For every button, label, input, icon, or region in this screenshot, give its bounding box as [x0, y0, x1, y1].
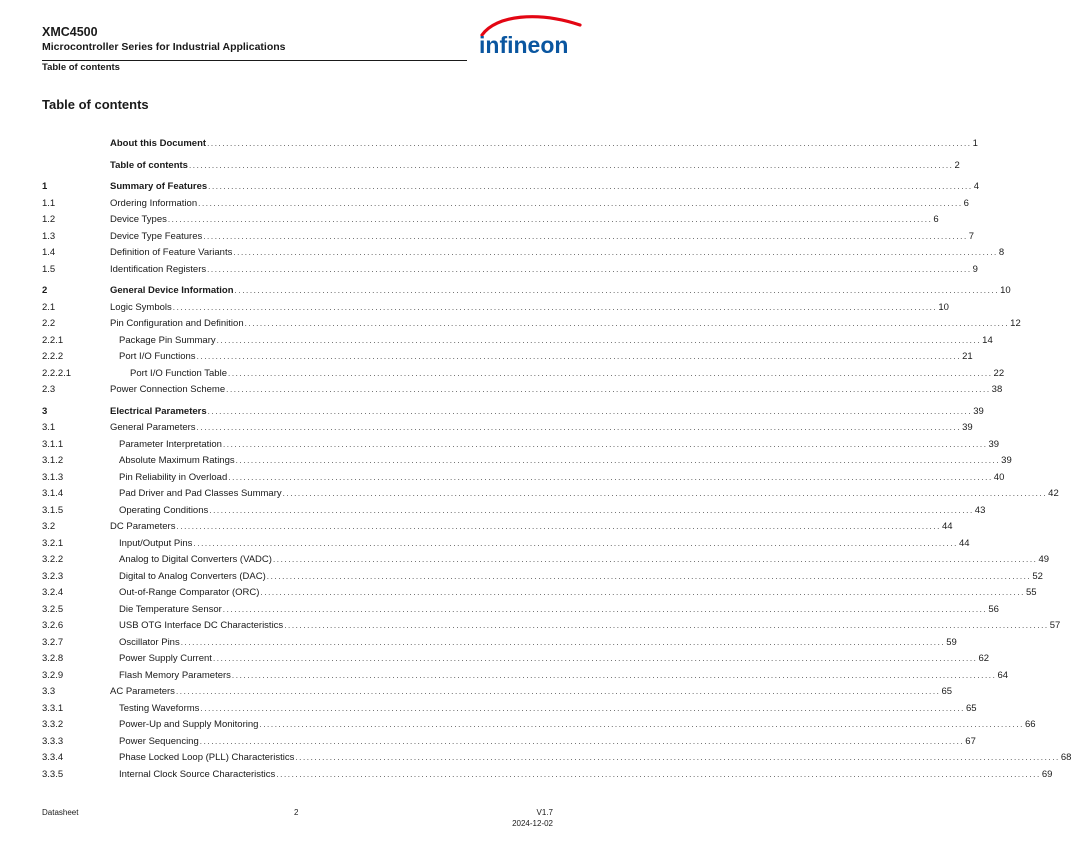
toc-entry[interactable] — [110, 317, 1021, 331]
toc-page-number: 39 — [988, 438, 1000, 450]
toc-title[interactable]: Device Types — [110, 214, 167, 225]
toc-number: 3.1.1 — [42, 438, 64, 450]
toc-row[interactable] — [42, 586, 1037, 600]
toc-title[interactable]: Package Pin Summary — [119, 334, 216, 346]
toc-number: 3.1.5 — [42, 504, 64, 516]
toc-entry[interactable] — [119, 768, 1053, 782]
toc-number: 3.2 — [42, 521, 56, 532]
toc-entry[interactable] — [119, 586, 1037, 600]
toc-row[interactable] — [42, 636, 957, 650]
toc-leader-dots: ........................................................................................................................................................................................................ — [199, 736, 965, 746]
toc-row[interactable] — [42, 537, 970, 551]
footer-version: V1.7 — [536, 808, 553, 817]
toc-title[interactable]: Pin Configuration and Definition — [110, 318, 244, 329]
toc-page-number: 65 — [965, 702, 977, 714]
toc-page-number: 9 — [972, 263, 978, 275]
toc-page-number: 14 — [982, 334, 993, 346]
toc-leader-dots: ........................................................................................................................................................................................................ — [200, 703, 965, 713]
toc-number: 3.2.5 — [42, 603, 64, 615]
toc-leader-dots: ........................................................................................................................................................................................................ — [176, 522, 941, 531]
infineon-logo — [476, 12, 588, 62]
toc-row[interactable] — [42, 702, 977, 716]
toc-number: 1.5 — [42, 263, 56, 275]
toc-title[interactable]: General Device Information — [110, 285, 234, 296]
toc-title[interactable]: Logic Symbols — [110, 301, 172, 313]
toc-leader-dots: ........................................................................................................................................................................................................ — [231, 670, 997, 680]
toc-entry[interactable] — [119, 669, 1009, 683]
toc-entry[interactable] — [110, 230, 975, 244]
toc-row[interactable] — [42, 383, 1003, 397]
toc-page-number: 43 — [974, 504, 986, 516]
toc-number: 3.3.4 — [42, 752, 64, 763]
toc-title[interactable]: Phase Locked Loop (PLL) Characteristics — [119, 752, 295, 763]
toc-leader-dots: ........................................................................................................................................................................................................ — [207, 406, 973, 416]
toc-entry[interactable] — [119, 350, 973, 364]
toc-row[interactable] — [42, 230, 975, 244]
toc-leader-dots: ........................................................................................................................................................................................................ — [216, 335, 982, 345]
toc-entry[interactable] — [119, 570, 1043, 584]
toc-row[interactable] — [42, 570, 1043, 584]
toc-number: 2.2 — [42, 318, 56, 329]
footer-page-number: 2 — [294, 808, 299, 817]
toc-number: 3.3 — [42, 686, 56, 697]
toc-entry[interactable] — [119, 334, 993, 348]
toc-number: 3.1.3 — [42, 471, 64, 483]
toc-row[interactable] — [42, 669, 1009, 683]
toc-row[interactable] — [42, 367, 1005, 381]
toc-leader-dots: ........................................................................................................................................................................................................ — [198, 198, 963, 208]
toc-page-number: 10 — [1000, 285, 1011, 296]
toc-number: 3.3.3 — [42, 735, 64, 747]
toc-row[interactable] — [42, 197, 969, 211]
toc-page-number: 10 — [938, 301, 949, 313]
toc-number: 3.2.8 — [42, 653, 64, 664]
toc-row[interactable] — [42, 652, 990, 666]
toc-page-number: 64 — [997, 669, 1009, 681]
toc-title[interactable]: USB OTG Interface DC Characteristics — [119, 620, 284, 631]
toc-entry[interactable] — [119, 487, 1059, 501]
toc-number: 3.2.1 — [42, 537, 64, 549]
toc-leader-dots: ........................................................................................................................................................................................................ — [188, 160, 954, 170]
toc-page-number: 59 — [946, 636, 957, 648]
toc-entry[interactable] — [110, 246, 1005, 260]
footer-date: 2024-12-02 — [512, 819, 553, 828]
toc-page-number: 52 — [1032, 570, 1043, 582]
toc-leader-dots: ........................................................................................................................................................................................................ — [259, 720, 1024, 729]
toc-row[interactable] — [42, 350, 973, 364]
toc-number: 3 — [42, 405, 48, 417]
toc-row[interactable] — [42, 159, 960, 173]
toc-entry[interactable] — [110, 263, 978, 277]
toc-page-number: 12 — [1010, 318, 1021, 329]
toc-entry[interactable] — [110, 421, 973, 435]
toc-title[interactable]: Absolute Maximum Ratings — [119, 455, 235, 466]
toc-entry[interactable] — [110, 405, 984, 419]
header-section: Table of contents — [42, 62, 120, 73]
toc-number: 1 — [42, 181, 48, 192]
toc-leader-dots: ........................................................................................................................................................................................................ — [226, 385, 991, 394]
toc-page-number: 1 — [972, 138, 978, 149]
doc-subtitle: Microcontroller Series for Industrial Applications — [42, 41, 286, 53]
toc-leader-dots: ........................................................................................................................................................................................................ — [209, 505, 974, 515]
toc-page-number: 39 — [962, 422, 973, 433]
toc-entry[interactable] — [119, 619, 1061, 633]
toc-title[interactable]: Pad Driver and Pad Classes Summary — [119, 488, 282, 499]
toc-leader-dots: ........................................................................................................................................................................................................ — [244, 319, 1010, 328]
toc-number: 2.2.2.1 — [42, 367, 72, 379]
toc-number: 2.3 — [42, 384, 56, 395]
toc-title[interactable]: Internal Clock Source Characteristics — [119, 768, 276, 780]
toc-page-number: 38 — [991, 384, 1003, 395]
toc-number: 3.3.5 — [42, 768, 64, 780]
toc-entry[interactable] — [119, 718, 1036, 732]
toc-row[interactable] — [42, 405, 984, 419]
toc-title[interactable]: Pin Reliability in Overload — [119, 471, 228, 483]
toc-page-number: 39 — [1001, 455, 1012, 466]
toc-heading: Table of contents — [42, 97, 149, 112]
toc-entry[interactable] — [110, 383, 1003, 397]
toc-page-number: 7 — [968, 230, 975, 242]
toc-row[interactable] — [42, 284, 1011, 298]
toc-leader-dots: ........................................................................................................................................................................................................ — [233, 248, 998, 257]
toc-row[interactable] — [42, 603, 999, 617]
toc-page-number: 68 — [1060, 752, 1071, 763]
toc-page-number: 6 — [933, 214, 939, 225]
toc-row[interactable] — [42, 718, 1036, 732]
toc-number: 3.1 — [42, 422, 56, 433]
toc-page-number: 44 — [958, 537, 970, 549]
toc-leader-dots: ........................................................................................................................................................................................................ — [282, 489, 1048, 498]
toc-leader-dots: ........................................................................................................................................................................................................ — [212, 654, 978, 663]
toc-entry[interactable] — [119, 603, 999, 617]
toc-page-number: 67 — [965, 735, 976, 747]
toc-entry[interactable] — [119, 553, 1050, 567]
toc-title[interactable]: Power Supply Current — [119, 653, 212, 664]
toc-page-number: 55 — [1025, 587, 1037, 598]
toc-leader-dots: ........................................................................................................................................................................................................ — [203, 231, 968, 241]
toc-number: 3.2.3 — [42, 570, 64, 582]
toc-title[interactable]: Power Connection Scheme — [110, 384, 226, 395]
toc-row[interactable] — [42, 504, 986, 518]
toc-leader-dots: ........................................................................................................................................................................................................ — [235, 456, 1001, 465]
toc-title[interactable]: Testing Waveforms — [119, 702, 200, 714]
toc-page-number: 8 — [998, 247, 1005, 258]
toc-title[interactable]: DC Parameters — [110, 521, 176, 532]
toc-title[interactable]: General Parameters — [110, 422, 196, 433]
toc-leader-dots: ........................................................................................................................................................................................................ — [196, 352, 962, 361]
toc-leader-dots: ........................................................................................................................................................................................................ — [276, 769, 1041, 779]
toc-row[interactable] — [42, 619, 1061, 633]
toc-number: 1.3 — [42, 230, 56, 242]
toc-number: 2.2.1 — [42, 334, 64, 346]
toc-number: 2.2.2 — [42, 351, 64, 362]
toc-page-number: 62 — [978, 653, 990, 664]
toc-leader-dots: ........................................................................................................................................................................................................ — [284, 621, 1049, 630]
toc-number: 1.4 — [42, 247, 56, 258]
toc-row[interactable] — [42, 263, 978, 277]
header-rule — [42, 60, 467, 61]
toc-entry[interactable] — [119, 504, 986, 518]
toc-title[interactable]: Power-Up and Supply Monitoring — [119, 719, 259, 730]
toc-entry[interactable] — [119, 652, 990, 666]
toc-row[interactable] — [42, 685, 953, 699]
toc-row[interactable] — [42, 520, 953, 534]
toc-entry[interactable] — [130, 367, 1005, 381]
toc-title[interactable]: Electrical Parameters — [110, 405, 207, 417]
doc-title: XMC4500 — [42, 25, 98, 39]
toc-row[interactable] — [42, 213, 939, 227]
toc-title[interactable]: AC Parameters — [110, 686, 175, 697]
toc-entry[interactable] — [110, 685, 953, 699]
toc-page-number: 66 — [1024, 719, 1036, 730]
toc-page-number: 22 — [993, 367, 1005, 379]
toc-row[interactable] — [42, 438, 1000, 452]
toc-number: 1.2 — [42, 214, 56, 225]
toc-entry[interactable] — [110, 213, 939, 227]
toc-row[interactable] — [42, 421, 973, 435]
toc-row[interactable] — [42, 471, 1005, 485]
toc-entry[interactable] — [119, 438, 1000, 452]
toc-title[interactable]: Digital to Analog Converters (DAC) — [119, 570, 266, 582]
toc-entry[interactable] — [119, 751, 1071, 765]
toc-page-number: 39 — [973, 405, 984, 417]
toc-number: 3.2.4 — [42, 587, 64, 598]
toc-number: 1.1 — [42, 197, 56, 209]
toc-entry[interactable] — [110, 284, 1011, 298]
toc-leader-dots: ........................................................................................................................................................................................................ — [207, 139, 972, 148]
toc-row[interactable] — [42, 180, 979, 194]
toc-title[interactable]: Power Sequencing — [119, 735, 199, 747]
toc-page-number: 2 — [954, 159, 960, 171]
toc-title[interactable]: Oscillator Pins — [119, 636, 180, 648]
toc-entry[interactable] — [119, 735, 976, 749]
toc-leader-dots: ........................................................................................................................................................................................................ — [234, 286, 1000, 295]
toc-number: 3.1.4 — [42, 488, 64, 499]
toc-leader-dots: ........................................................................................................................................................................................................ — [172, 302, 938, 312]
toc-row[interactable] — [42, 768, 1053, 782]
toc-leader-dots: ........................................................................................................................................................................................................ — [208, 182, 973, 191]
toc-page-number: 4 — [973, 181, 979, 192]
toc-leader-dots: ........................................................................................................................................................................................................ — [207, 264, 972, 274]
toc-entry[interactable] — [119, 702, 977, 716]
toc-row[interactable] — [42, 317, 1021, 331]
toc-leader-dots: ........................................................................................................................................................................................................ — [193, 538, 958, 548]
toc-row[interactable] — [42, 454, 1012, 468]
toc-number: 3.2.7 — [42, 636, 64, 648]
toc-number: 3.2.9 — [42, 669, 64, 681]
toc-title[interactable]: Port I/O Function Table — [130, 367, 227, 379]
toc-page-number: 21 — [962, 351, 973, 362]
toc-leader-dots: ........................................................................................................................................................................................................ — [180, 637, 946, 647]
toc-entry[interactable] — [110, 159, 960, 173]
toc-entry[interactable] — [110, 301, 949, 315]
toc-row[interactable] — [42, 137, 978, 151]
toc-row[interactable] — [42, 301, 949, 315]
toc-page-number: 40 — [993, 471, 1005, 483]
footer-doc-type: Datasheet — [42, 808, 79, 817]
toc-row[interactable] — [42, 334, 993, 348]
toc-title[interactable]: Device Type Features — [110, 230, 203, 242]
toc-entry[interactable] — [119, 471, 1005, 485]
toc-leader-dots: ........................................................................................................................................................................................................ — [222, 604, 988, 614]
toc-leader-dots: ........................................................................................................................................................................................................ — [272, 555, 1038, 564]
toc-leader-dots: ........................................................................................................................................................................................................ — [260, 588, 1025, 597]
toc-title[interactable]: Flash Memory Parameters — [119, 669, 231, 681]
toc-entry[interactable] — [119, 636, 957, 650]
toc-title[interactable]: Operating Conditions — [119, 504, 209, 516]
toc-entry[interactable] — [119, 454, 1012, 468]
toc-number: 3.2.6 — [42, 620, 64, 631]
toc-number: 3.1.2 — [42, 455, 64, 466]
toc-leader-dots: ........................................................................................................................................................................................................ — [266, 571, 1032, 581]
toc-title[interactable]: Out-of-Range Comparator (ORC) — [119, 587, 260, 598]
toc-page-number: 56 — [988, 603, 999, 615]
toc-leader-dots: ........................................................................................................................................................................................................ — [175, 687, 941, 696]
toc-entry[interactable] — [110, 180, 979, 194]
toc-row[interactable] — [42, 487, 1059, 501]
toc-title[interactable]: Ordering Information — [110, 197, 198, 209]
toc-entry[interactable] — [119, 537, 970, 551]
toc-entry[interactable] — [110, 137, 978, 151]
toc-title[interactable]: About this Document — [110, 138, 207, 149]
toc-number: 3.2.2 — [42, 554, 64, 565]
logo-wordmark: infineon — [479, 32, 569, 58]
toc-page-number: 57 — [1049, 620, 1061, 631]
toc-leader-dots: ........................................................................................................................................................................................................ — [228, 368, 993, 378]
toc-number: 2 — [42, 285, 48, 296]
toc-entry[interactable] — [110, 520, 953, 534]
toc-title[interactable]: Input/Output Pins — [119, 537, 193, 549]
toc-leader-dots: ........................................................................................................................................................................................................ — [167, 215, 933, 224]
toc-title[interactable]: Summary of Features — [110, 181, 208, 192]
toc-page-number: 42 — [1048, 488, 1059, 499]
toc-title[interactable]: Port I/O Functions — [119, 351, 196, 362]
toc-page-number: 44 — [942, 521, 953, 532]
toc-number: 3.3.1 — [42, 702, 64, 714]
toc-page-number: 69 — [1041, 768, 1053, 780]
toc-row[interactable] — [42, 246, 1005, 260]
toc-leader-dots: ........................................................................................................................................................................................................ — [222, 439, 988, 449]
toc-leader-dots: ........................................................................................................................................................................................................ — [196, 423, 962, 432]
toc-entry[interactable] — [110, 197, 969, 211]
toc-leader-dots: ........................................................................................................................................................................................................ — [295, 753, 1060, 762]
toc-row[interactable] — [42, 553, 1050, 567]
toc-title[interactable]: Identification Registers — [110, 263, 207, 275]
toc-leader-dots: ........................................................................................................................................................................................................ — [228, 472, 993, 482]
toc-title[interactable]: Parameter Interpretation — [119, 438, 222, 450]
toc-page-number: 6 — [963, 197, 969, 209]
toc-number: 3.3.2 — [42, 719, 64, 730]
toc-page-number: 49 — [1038, 554, 1050, 565]
toc-title[interactable]: Die Temperature Sensor — [119, 603, 222, 615]
toc-number: 2.1 — [42, 301, 56, 313]
toc-row[interactable] — [42, 735, 976, 749]
toc-title[interactable]: Definition of Feature Variants — [110, 247, 233, 258]
toc-title[interactable]: Table of contents — [110, 159, 188, 171]
toc-title[interactable]: Analog to Digital Converters (VADC) — [119, 554, 272, 565]
toc-row[interactable] — [42, 751, 1071, 765]
toc-page-number: 65 — [941, 686, 953, 697]
